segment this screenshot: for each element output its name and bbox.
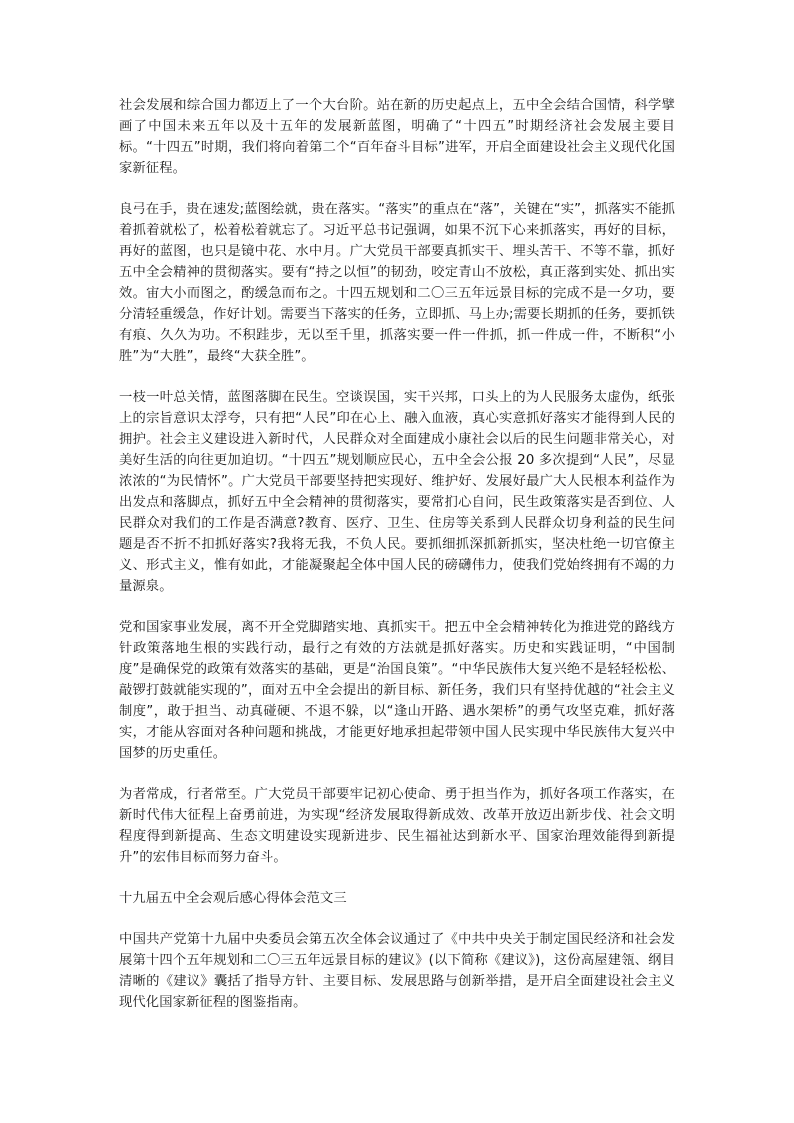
- paragraph-2: 良弓在手，贵在速发;蓝图绘就，贵在落实。“落实”的重点在“落”，关键在“实”，抓落实不能抓着抓着就松了，松着松着就忘了。习近平总书记强调，如果不沉下心来抓落实，再好的目标，再好的蓝图，也只是镜中花、水中月。广大党员干部要真抓实干、埋头苦干、不等不靠，抓好五中全会精神的贯彻落实。要有“持之以恒”的韧劲，咬定青山不放松，真正落到实处、抓出实效。宙大小而图之，酌缓急而布之。十四五规划和二〇三五年远景目标的完成不是一夕功，要分清轻重缓急，作好计划。需要当下落实的任务，立即抓、马上办;需要长期抓的任务，要抓铁有痕、久久为功。不积跬步，无以至千里，抓落实要一件一件抓，抓一件成一件，不断积“小胜”为“大胜”，最终“大获全胜”。: [119, 202, 675, 364]
- paragraph-5: 为者常成，行者常至。广大党员干部要牢记初心使命、勇于担当作为，抓好各项工作落实，在新时代伟大征程上奋勇前进，为实现“经济发展取得新成效、改革开放迈出新步伐、社会文明程度得到新提高、生态文明建设实现新进步、民生福祉达到新水平、国家治理效能得到新提升”的宏伟目标而努力奋斗。: [119, 787, 675, 865]
- paragraph-4: 党和国家事业发展，离不开全党脚踏实地、真抓实干。把五中全会精神转化为推进党的路线方针政策落地生根的实践行动，最行之有效的方法就是抓好落实。历史和实践证明，“中国制度”是确保党的政策有效落实的基础，更是“治国良策”。“中华民族伟大复兴绝不是轻轻松松、敲锣打鼓就能实现的”，面对五中全会提出的新目标、新任务，我们只有坚持优越的“社会主义制度”，敢于担当、动真碰硬、不退不躲，以“逢山开路、遇水架桥”的勇气攻坚克难，抓好落实，才能从容面对各种问题和挑战，才能更好地承担起带领中国人民实现中华民族伟大复兴中国梦的历史重任。: [119, 620, 675, 761]
- paragraph-1: 社会发展和综合国力都迈上了一个大台阶。站在新的历史起点上，五中全会结合国情，科学擘画了中国未来五年以及十五年的发展新蓝图，明确了“十四五”时期经济社会发展主要目标。“十四五”时期，我们将向着第二个“百年奋斗目标”进军，开启全面建设社会主义现代化国家新征程。: [119, 98, 675, 176]
- closing-paragraph: 中国共产党第十九届中央委员会第五次全体会议通过了《中共中央关于制定国民经济和社会发展第十四个五年规划和二〇三五年远景目标的建议》(以下简称《建议》)，这份高屋建瓴、纲目清晰的《建议》囊括了指导方针、主要目标、发展思路与创新举措，是开启全面建设社会主义现代化国家新征程的图鉴指南。: [119, 932, 675, 1010]
- document-page: [119, 95, 675, 1033]
- section-heading: 十九届五中全会观后感心得体会范文三: [119, 891, 347, 906]
- paragraph-3: 一枝一叶总关情，蓝图落脚在民生。空谈误国，实干兴邦，口头上的为人民服务太虚伪，纸张上的宗旨意识太浮夸，只有把“人民”印在心上、融入血液，真心实意抓好落实才能得到人民的拥护。社会主义建设进入新时代，人民群众对全面建成小康社会以后的民生问题非常关心，对美好生活的向往更加迫切。“十四五”规划顺应民心，五中全会公报 20 多次提到“人民”，尽显浓浓的“为民情怀”。广大党员干部要坚持把实现好、维护好、发展好最广大人民根本利益作为出发点和落脚点，抓好五中全会精神的贯彻落实，要常扪心自问，民生政策落实是否到位、人民群众对我们的工作是否满意?教育、医疗、卫生、住房等关系到人民群众切身利益的民生问题是否不折不扣抓好落实?我将无我，不负人民。要抓细抓深抓新抓实，坚决杜绝一切官僚主义、形式主义，惟有如此，才能凝聚起全体中国人民的磅礴伟力，使我们党始终拥有不竭的力量源泉。: [119, 390, 675, 594]
